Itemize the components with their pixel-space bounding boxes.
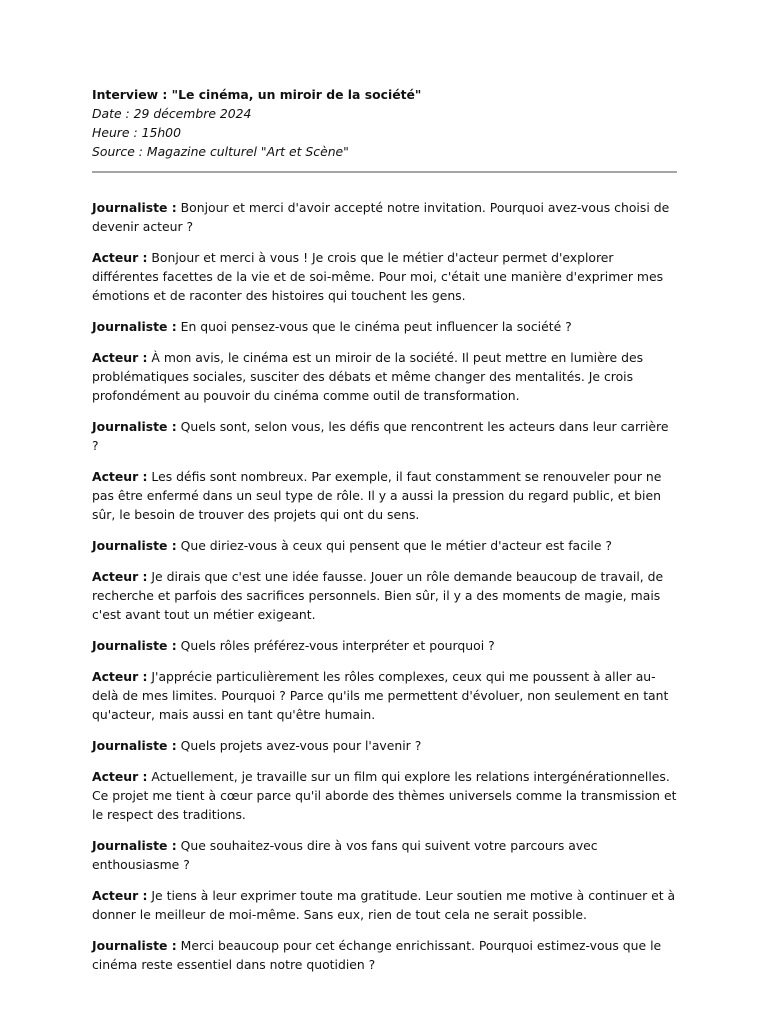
dialogue-text: Je tiens à leur exprimer toute ma gratitude. Leur soutien me motive à continuer et à donner le meilleur de moi-même. Sans eux, rien de tout cela ne serait possible. xyxy=(92,888,676,922)
speaker-label: Journaliste : xyxy=(92,838,177,853)
speaker-label: Journaliste : xyxy=(92,319,177,334)
speaker-label: Acteur : xyxy=(92,469,148,484)
dialogue-entry xyxy=(92,536,677,555)
dialogue-text: Les défis sont nombreux. Par exemple, il faut constamment se renouveler pour ne pas être enfermé dans un seul type de rôle. Il y a aussi la pression du regard public, et bien sûr, le besoin de trouver des projets qui ont du sens. xyxy=(92,469,662,522)
dialogue-text: Quels rôles préférez-vous interpréter et pourquoi ? xyxy=(176,638,495,653)
speaker-label: Journaliste : xyxy=(92,419,177,434)
dialogue-text: J'apprécie particulièrement les rôles complexes, ceux qui me poussent à aller au-delà de mes limites. Pourquoi ? Parce qu'ils me permettent d'évoluer, non seulement en tant qu'acteur, mais aussi en tant qu'être humain. xyxy=(92,669,669,722)
dialogue-entry xyxy=(92,667,677,724)
speaker-label: Journaliste : xyxy=(92,938,177,953)
header-divider xyxy=(92,171,677,173)
dialogue-text: Quels sont, selon vous, les défis que rencontrent les acteurs dans leur carrière ? xyxy=(92,419,669,453)
dialogue-entry xyxy=(92,417,677,455)
dialogue-section xyxy=(92,198,677,974)
dialogue-entry xyxy=(92,936,677,974)
speaker-label: Journaliste : xyxy=(92,538,177,553)
dialogue-entry xyxy=(92,736,677,755)
interview-time: Heure : 15h00 xyxy=(92,125,181,140)
speaker-label: Journaliste : xyxy=(92,638,177,653)
dialogue-text: Merci beaucoup pour cet échange enrichissant. Pourquoi estimez-vous que le cinéma reste essentiel dans notre quotidien ? xyxy=(92,938,662,972)
speaker-label: Journaliste : xyxy=(92,738,177,753)
dialogue-entry xyxy=(92,567,677,624)
interview-date: Date : 29 décembre 2024 xyxy=(92,106,252,121)
dialogue-text: En quoi pensez-vous que le cinéma peut influencer la société ? xyxy=(176,319,572,334)
speaker-label: Acteur : xyxy=(92,569,148,584)
speaker-label: Acteur : xyxy=(92,769,148,784)
dialogue-entry xyxy=(92,886,677,924)
dialogue-text: Quels projets avez-vous pour l'avenir ? xyxy=(176,738,422,753)
dialogue-text: Que souhaitez-vous dire à vos fans qui suivent votre parcours avec enthousiasme ? xyxy=(92,838,598,872)
dialogue-entry xyxy=(92,317,677,336)
speaker-label: Acteur : xyxy=(92,888,148,903)
dialogue-text: À mon avis, le cinéma est un miroir de la société. Il peut mettre en lumière des problématiques sociales, susciter des débats et même changer des mentalités. Je crois profondément au pouvoir du cinéma comme outil de transformation. xyxy=(92,350,644,403)
speaker-label: Acteur : xyxy=(92,669,148,684)
speaker-label: Acteur : xyxy=(92,250,148,265)
interview-title: Interview : "Le cinéma, un miroir de la société" xyxy=(92,87,422,102)
dialogue-entry xyxy=(92,198,677,236)
dialogue-entry xyxy=(92,248,677,305)
dialogue-entry xyxy=(92,836,677,874)
dialogue-entry xyxy=(92,467,677,524)
speaker-label: Acteur : xyxy=(92,350,148,365)
dialogue-text: Que diriez-vous à ceux qui pensent que le métier d'acteur est facile ? xyxy=(176,538,612,553)
interview-source: Source : Magazine culturel "Art et Scène" xyxy=(92,144,349,159)
dialogue-text: Bonjour et merci à vous ! Je crois que le métier d'acteur permet d'explorer différentes facettes de la vie et de soi-même. Pour moi, c'était une manière d'exprimer mes émotions et de raconter des histoires qui touchent les gens. xyxy=(92,250,664,303)
dialogue-entry xyxy=(92,767,677,824)
dialogue-entry xyxy=(92,636,677,655)
dialogue-entry xyxy=(92,348,677,405)
document-header xyxy=(92,85,677,161)
dialogue-text: Actuellement, je travaille sur un film qui explore les relations intergénérationnelles. Ce projet me tient à cœur parce qu'il aborde des thèmes universels comme la transmission et le respect des traditions. xyxy=(92,769,677,822)
document-page xyxy=(92,85,677,986)
dialogue-text: Bonjour et merci d'avoir accepté notre invitation. Pourquoi avez-vous choisi de devenir acteur ? xyxy=(92,200,670,234)
dialogue-text: Je dirais que c'est une idée fausse. Jouer un rôle demande beaucoup de travail, de recherche et parfois des sacrifices personnels. Bien sûr, il y a des moments de magie, mais c'est avant tout un métier exigeant. xyxy=(92,569,664,622)
speaker-label: Journaliste : xyxy=(92,200,177,215)
